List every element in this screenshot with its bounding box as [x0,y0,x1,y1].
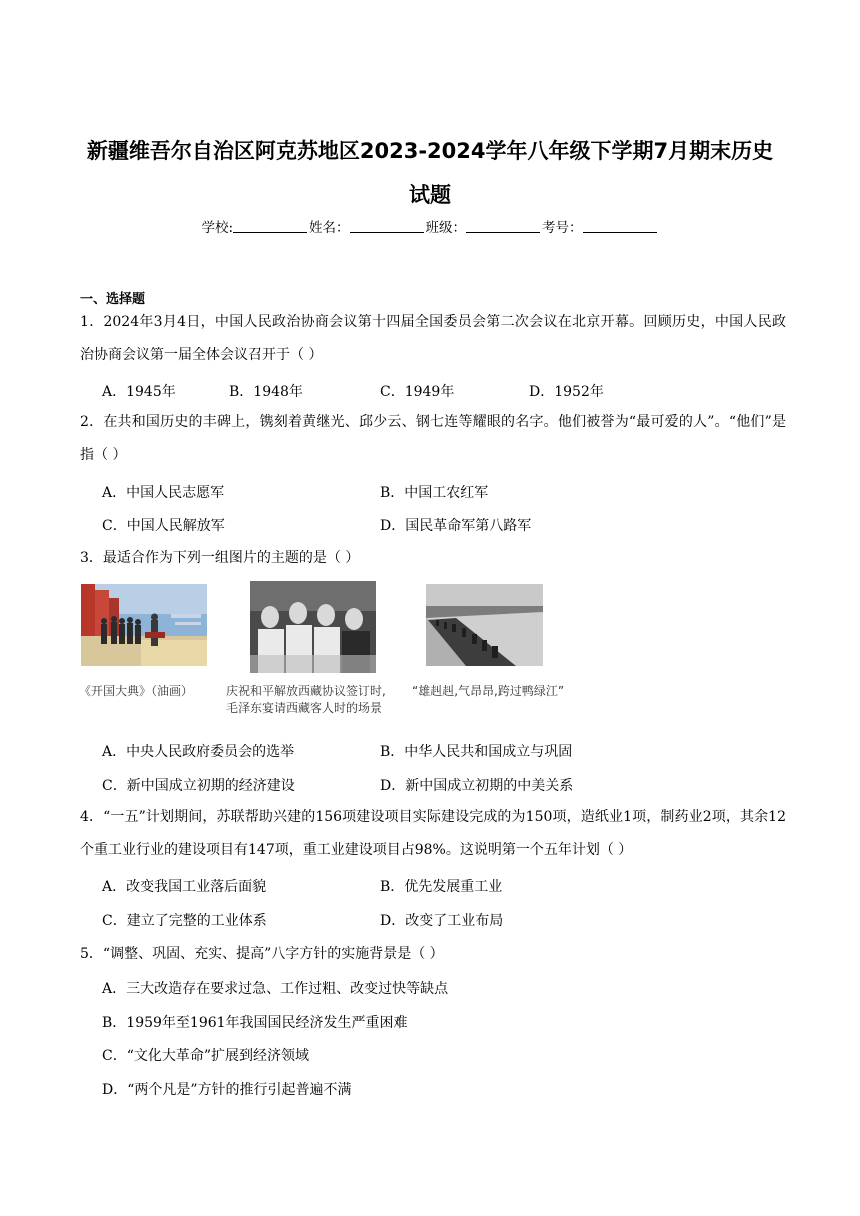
q2-option-a[interactable]: A．中国人民志愿军 [102,485,225,501]
student-info-line [0,219,860,237]
question-4: 4．“一五”计划期间，苏联帮助兴建的156项建设项目实际建设完成的为150项，造纸业1项，制药业2项，其余12个重工业行业的建设项目有147项，重工业建设项目占98%。这说明第一个五年计划（ ） [80,809,786,858]
q4-option-c[interactable]: C．建立了完整的工业体系 [102,913,267,929]
question-2: 2．在共和国历史的丰碑上，镌刻着黄继光、邱少云、钢七连等耀眼的名字。他们被誉为“最可爱的人”。“他们”是指（ ） [80,414,786,463]
q3-option-b[interactable]: B．中华人民共和国成立与巩固 [380,744,573,760]
q2-option-c[interactable]: C．中国人民解放军 [102,518,225,534]
q5-option-a[interactable]: A．三大改造存在要求过急、工作过粗、改变过快等缺点 [102,981,449,997]
school-blank[interactable] [233,219,307,233]
q2-option-b[interactable]: B．中国工农红军 [380,485,489,501]
mao-banquet-photo [250,581,376,673]
q2-option-d[interactable]: D．国民革命军第八路军 [380,518,532,534]
exam-title-line1: 新疆维吾尔自治区阿克苏地区2023-2024学年八年级下学期7月期末历史 [86,139,774,163]
question-3: 3．最适合作为下列一组图片的主题的是（ ） [80,550,360,566]
q1-option-c[interactable]: C．1949年 [380,384,455,400]
founding-ceremony-painting [81,584,207,666]
q5-option-d[interactable]: D．“两个凡是”方针的推行引起普遍不满 [102,1082,352,1098]
yalu-crossing-photo [426,584,543,666]
q5-option-b[interactable]: B．1959年至1961年我国国民经济发生严重困难 [102,1015,408,1031]
q3-option-d[interactable]: D．新中国成立初期的中美关系 [380,778,574,794]
q3-option-c[interactable]: C．新中国成立初期的经济建设 [102,778,295,794]
q1-option-d[interactable]: D．1952年 [529,384,604,400]
caption-2: 庆祝和平解放西藏协议签订时,毛泽东宴请西藏客人时的场景 [226,684,386,715]
q1-option-b[interactable]: B．1948年 [229,384,303,400]
q4-option-a[interactable]: A．改变我国工业落后面貌 [102,879,267,895]
q4-option-b[interactable]: B．优先发展重工业 [380,879,503,895]
question-5: 5．“调整、巩固、充实、提高”八字方针的实施背景是（ ） [80,946,444,962]
question-1: 1．2024年3月4日，中国人民政治协商会议第十四届全国委员会第二次会议在北京开幕。回顾历史，中国人民政治协商会议第一届全体会议召开于（ ） [80,314,786,363]
q1-option-a[interactable]: A．1945年 [102,384,176,400]
class-label: 班级： [425,220,467,236]
q3-option-a[interactable]: A．中央人民政府委员会的选举 [102,744,295,760]
number-label: 考号： [542,220,583,236]
class-blank[interactable] [466,219,540,233]
name-label: 姓名： [309,220,350,236]
exam-title-line2: 试题 [409,183,451,207]
name-blank[interactable] [350,219,424,233]
q4-option-d[interactable]: D．改变了工业布局 [380,913,504,929]
number-blank[interactable] [583,219,657,233]
section-heading: 一、选择题 [80,292,146,307]
founding-ceremony-image [81,584,207,666]
caption-3: “雄赳赳,气昂昂,跨过鸭绿江” [412,684,565,698]
school-label: 学校: [201,220,234,236]
banquet-image [250,581,376,673]
yalu-crossing-image [426,584,543,666]
q5-option-c[interactable]: C．“文化大革命”扩展到经济领域 [102,1048,310,1064]
caption-1: 《开国大典》（油画） [79,684,194,698]
